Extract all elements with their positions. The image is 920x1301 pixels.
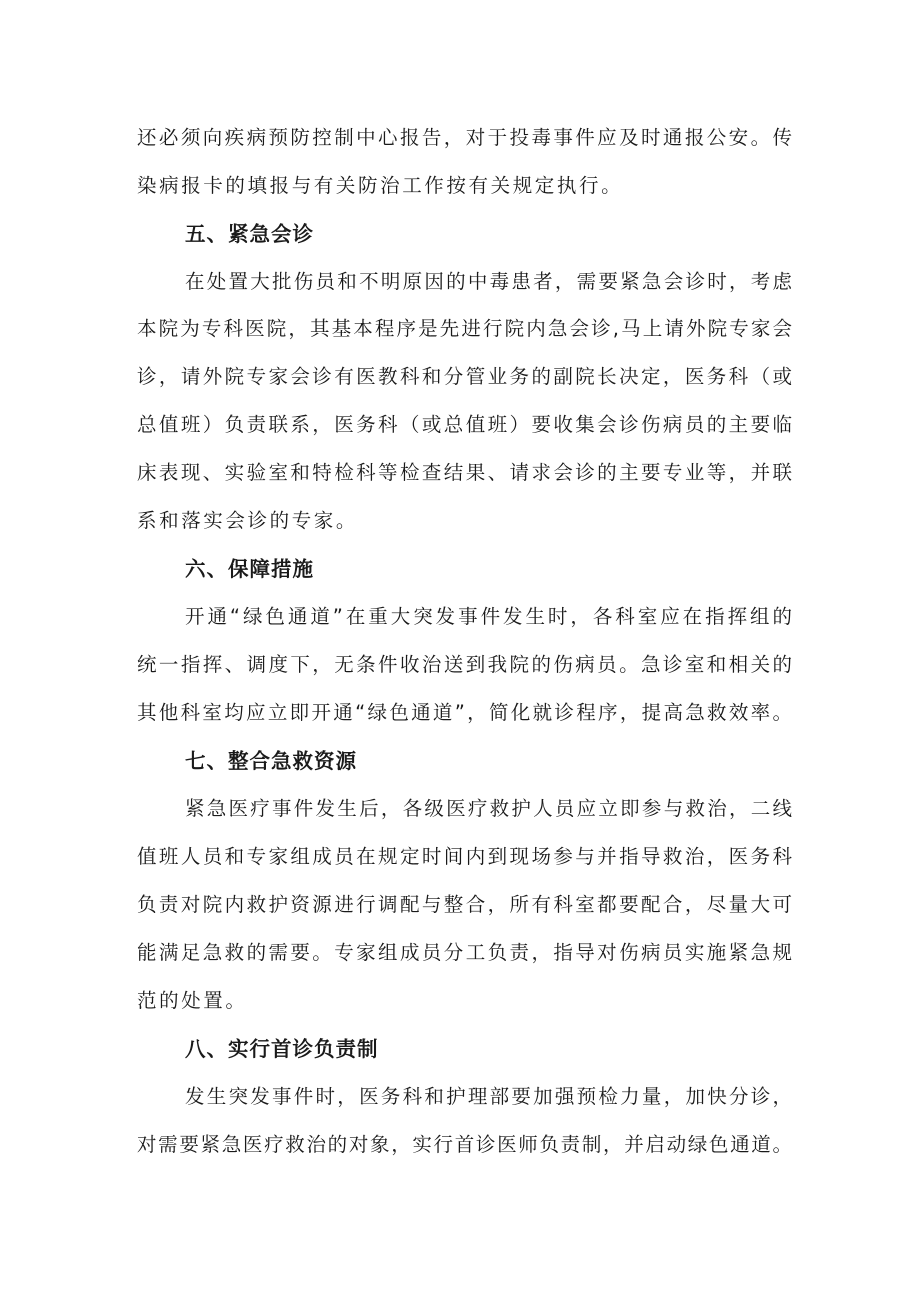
paragraph-line: 值班人员和专家组成员在规定时间内到现场参与并指导救治，医务科 xyxy=(137,845,792,868)
section-heading: 七、整合急救资源 xyxy=(185,749,357,773)
paragraph-line: 在处置大批伤员和不明原因的中毒患者，需要紧急会诊时，考虑 xyxy=(185,270,792,293)
paragraph-line: 系和落实会诊的专家。 xyxy=(137,509,359,532)
paragraph-line: 床表现、实验室和特检科等检查结果、请求会诊的主要专业等，并联 xyxy=(137,461,792,484)
section-heading: 五、紧急会诊 xyxy=(185,222,314,246)
paragraph-line: 染病报卡的填报与有关防治工作按有关规定执行。 xyxy=(137,174,624,197)
paragraph-line: 统一指挥、调度下，无条件收治送到我院的伤病员。急诊室和相关的 xyxy=(137,653,792,676)
paragraph-line: 还必须向疾病预防控制中心报告，对于投毒事件应及时通报公安。传 xyxy=(137,126,792,149)
paragraph-line: 总值班）负责联系，医务科（或总值班）要收集会诊伤病员的主要临 xyxy=(137,413,792,436)
paragraph-line: 范的处置。 xyxy=(137,989,248,1012)
paragraph-line: 诊，请外院专家会诊有医教科和分管业务的副院长决定，医务科（或 xyxy=(137,365,792,388)
paragraph-line: 发生突发事件时，医务科和护理部要加强预检力量，加快分诊， xyxy=(185,1085,792,1108)
paragraph-line: 负责对院内救护资源进行调配与整合，所有科室都要配合，尽量大可 xyxy=(137,893,792,916)
section-heading: 八、实行首诊负责制 xyxy=(185,1037,379,1061)
section-heading: 六、保障措施 xyxy=(185,557,314,581)
paragraph-line: 对需要紧急医疗救治的对象，实行首诊医师负责制，并启动绿色通道。 xyxy=(137,1133,792,1156)
paragraph-line: 其他科室均应立即开通“绿色通道”，简化就诊程序，提高急救效率。 xyxy=(137,701,792,724)
paragraph-line: 紧急医疗事件发生后，各级医疗救护人员应立即参与救治，二线 xyxy=(185,797,792,820)
paragraph-line: 能满足急救的需要。专家组成员分工负责，指导对伤病员实施紧急规 xyxy=(137,941,792,964)
paragraph-line: 开通“绿色通道”在重大突发事件发生时，各科室应在指挥组的 xyxy=(185,605,792,628)
paragraph-line: 本院为专科医院，其基本程序是先进行院内急会诊,马上请外院专家会 xyxy=(137,317,792,340)
